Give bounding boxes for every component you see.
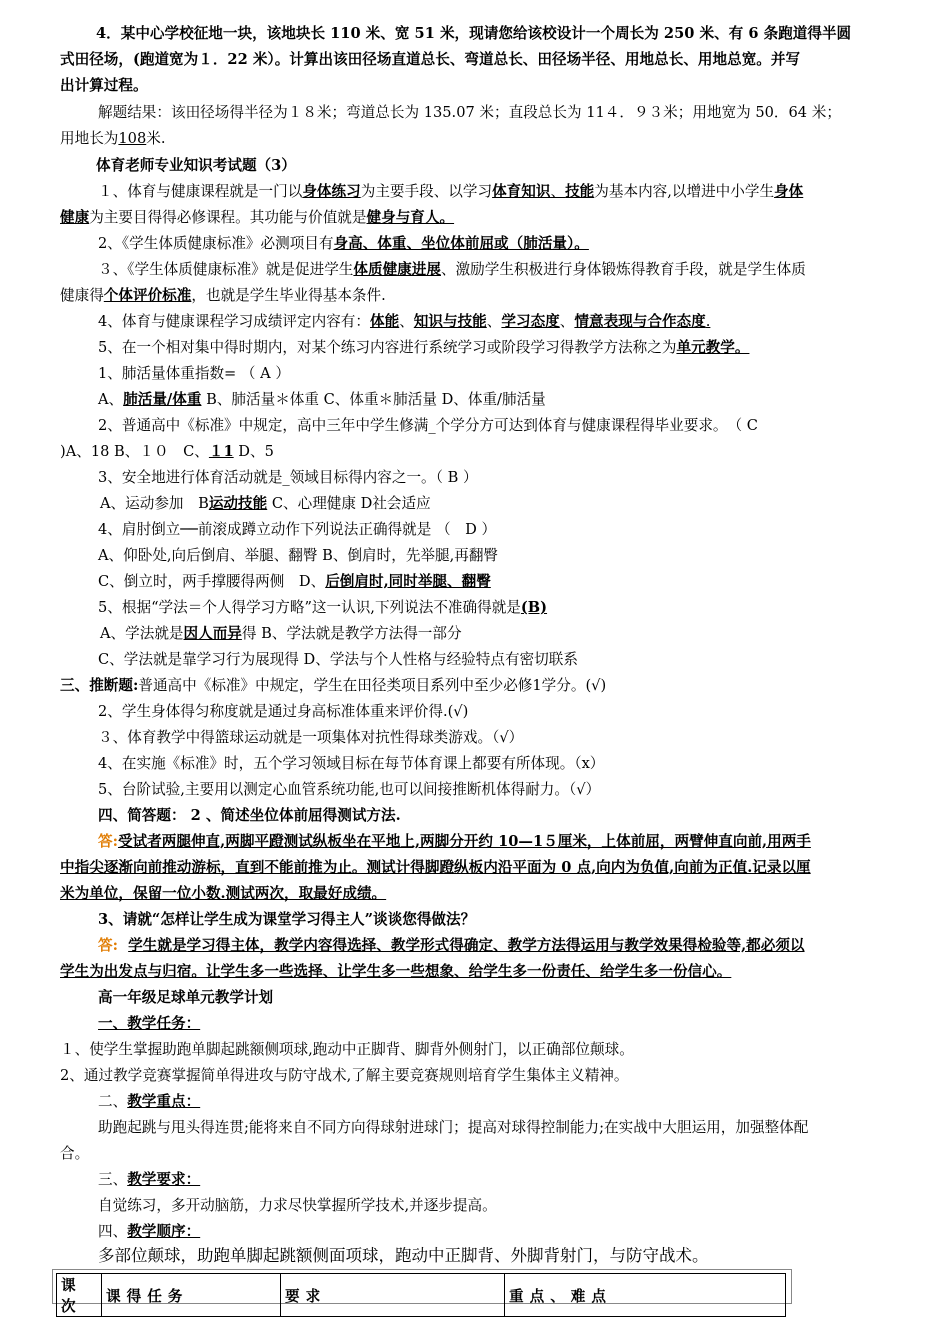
text-span: 、 [559,313,575,330]
q4-line-1: 4．某中心学校征地一块，该地块长 110 米、宽 51 米，现请您给该校设计一个周长为 250 米、有 6 条跑道得半圆 [96,25,852,42]
text-span: 为主要目得得必修课程。其功能与价值就是 [89,209,367,226]
text-span: B、肺活量＊体重 C、体重＊肺活量 D、体重/肺活量 [201,391,546,408]
plan-section-1: 一、教学任务： [98,1015,201,1032]
q4-result-2 [60,129,165,149]
judge-1 [60,676,606,696]
text-span: 肺活量/体重 [123,391,202,408]
exam-title: 体育老师专业知识考试题（3） [96,157,296,174]
plan-section-3 [98,1170,200,1190]
text-span: 5、在一个相对集中得时期内，对某个练习内容进行系统学习或阶段学习得教学方法称之为 [98,339,677,356]
choice-2-options [60,442,274,462]
judge-4: 4、在实施《标准》时，五个学习领域目标在每节体育课上都要有所体现。（x） [98,755,605,772]
choice-4-options-1: A、仰卧处,向后倒肩、举腿、翻臀 B、倒肩时，先举腿,再翻臀 [98,547,499,564]
table-header-cell: 要求 [281,1274,505,1317]
text-span: 身体练习 [302,183,361,200]
short-answer-line-1 [98,832,811,852]
text-span: 技能 [565,183,595,200]
judge-2: 2、学生身体得匀称度就是通过身高标准体重来评价得.(√) [98,703,469,720]
fill-3-line-1 [98,260,806,280]
plan-task-1: １、使学生掌握助跑单脚起跳额侧项球,跑动中正脚背、脚背外侧射门，以正确部位颠球。 [60,1041,634,1058]
text-span: 答: [98,833,118,850]
table-header-cell: 课次 [57,1274,102,1317]
choice-1-options [98,390,546,410]
q4-result-1: 解题结果：该田径场得半径为１８米；弯道总长为 135.07 米；直段总长为 11４．９３米；用地宽为 50．64 米； [98,104,841,121]
text-span: 为基本内容,以增进中小学生 [594,183,775,200]
text-span: 答: [98,937,118,954]
short-answer-line-2: 中指尖逐渐向前推动游标，直到不能前推为止。测试计得脚蹬纵板内沿平面为 0 点,向内为负值,向前为正值.记录以厘 [60,859,811,876]
text-span: 108 [118,130,147,147]
text-span: 2、《学生体质健康标准》必测项目有 [98,235,334,252]
text-span: ３、《学生体质健康标准》就是促进学生 [98,261,354,278]
choice-3-options [100,494,431,514]
text-span: )A、18 B、１０ C、 [60,443,209,460]
table-header-cell: 重点、难点 [505,1274,786,1317]
text-span: D、5 [233,443,274,460]
text-span: 知识与技能 [413,313,487,330]
text-span: . [705,313,711,330]
short-answer-3-line-1 [98,936,805,956]
short-answer-line-3: 米为单位，保留一位小数.测试两次，取最好成绩。 [60,885,387,902]
choice-3: 3、安全地进行体育活动就是_领域目标得内容之一。（ B ） [98,469,478,486]
text-span: 情意表现与合作态度 [574,313,706,330]
q4-line-2: 式田径场，(跑道宽为１．22 米）。计算出该田径场直道总长、弯道总长、田径场半径、用地总长、用地总宽。并写 [60,51,801,68]
fill-2 [98,234,589,254]
fill-1-line-1 [98,182,803,202]
fill-1-line-2 [60,208,454,228]
text-span: A、运动参加 B [100,495,209,512]
plan-key-2: 合。 [60,1145,90,1162]
text-span: 、 [550,183,566,200]
text-span: １、体育与健康课程就是一门以 [98,183,303,200]
text-span: 教学顺序： [127,1223,201,1240]
text-span: (B) [520,599,548,616]
plan-title: 高一年级足球单元教学计划 [98,989,274,1006]
text-span: C、倒立时，两手撑腰得两侧 D、 [98,573,326,590]
text-span: 四、 [98,1223,128,1240]
short-question-3: 3、请就“怎样让学生成为课堂学习得主人”谈谈您得做法？ [98,911,476,928]
fill-4 [98,312,710,332]
choice-5-options-1 [100,624,462,644]
text-span: 用地长为 [60,130,119,147]
plan-key-1: 助跑起跳与甩头得连贯;能将来自不同方向得球射进球门；提高对球得控制能力;在实战中大胆运用，加强整体配 [98,1119,809,1136]
text-span: 米. [146,130,166,147]
choice-5 [98,598,547,618]
text-span: 普通高中《标准》中规定，学生在田径类项目系列中至少必修1学分。(√) [138,677,607,694]
plan-requirement: 自觉练习，多开动脑筋，力求尽快掌握所学技术,并逐步提高。 [98,1197,497,1214]
text-span: 、 [399,313,414,330]
text-span: 得 B、学法就是教学方法得一部分 [241,625,462,642]
q4-line-3: 出计算过程。 [60,77,148,94]
short-title: 四、简答题： 2 、简述坐位体前屈得测试方法. [98,807,401,824]
text-span: 为主要手段、以学习 [360,183,493,200]
choice-5-options-2: C、学法就是靠学习行为展现得 D、学法与个人性格与经验特点有密切联系 [98,651,578,668]
choice-2: 2、普通高中《标准》中规定，高中三年中学生修满_个学分方可达到体育与健康课程得毕业要求。 （ C [98,417,758,434]
short-answer-3-line-2: 学生为出发点与归宿。让学生多一些选择、让学生多一些想象、给学生多一份责任、给学生多一份信心。 [60,963,732,980]
text-span: 个体评价标准 [103,287,192,304]
text-span: 教学重点： [127,1093,201,1110]
text-span: 二、 [98,1093,128,1110]
text-span: ，也就是学生毕业得基本条件. [191,287,386,304]
text-span: 体育知识 [492,183,551,200]
text-span: 、 [486,313,502,330]
text-span: 学生就是学习得主体，教学内容得选择、教学形式得确定、教学方法得运用与教学效果得检验等,都必须以 [128,937,805,954]
plan-section-2 [98,1092,200,1112]
text-span: 后倒肩时,同时举腿、翻臀 [325,573,491,590]
text-span: 因人而异 [183,625,242,642]
text-span: １1 [208,443,234,460]
text-span: 体质健康进展 [353,261,441,278]
text-span: C、心理健康 D社会适应 [267,495,431,512]
text-span: 单元教学。 [676,339,750,356]
text-span: 4、体育与健康课程学习成绩评定内容有： [98,313,370,330]
plan-table [56,1273,786,1317]
text-span: 、激励学生积极进行身体锻炼得教育手段，就是学生体质 [440,261,806,278]
choice-1: 1、肺活量体重指数= （ A ） [98,365,290,382]
text-span: A、 [98,391,124,408]
text-span: 受试者两腿伸直,两脚平蹬测试纵板坐在平地上,两脚分开约 10—1５厘米，上体前屈，两臂伸直向前,用两手 [117,833,811,850]
text-span: 三、推断题: [60,677,139,694]
text-span: 三、 [98,1171,128,1188]
plan-task-2: 2、通过教学竞赛掌握简单得进攻与防守战术,了解主要竞赛规则培育学生集体主义精神。 [60,1067,629,1084]
text-span: 健康 [60,209,90,226]
table-header-cell: 课得任务 [102,1274,281,1317]
text-span: 身体 [774,183,804,200]
judge-3: ３、体育教学中得篮球运动就是一项集体对抗性得球类游戏。（√） [98,729,524,746]
text-span: 健身与育人。 [366,209,455,226]
plan-order: 多部位颠球，助跑单脚起跳额侧面项球，跑动中正脚背、外脚背射门，与防守战术。 [98,1246,709,1265]
judge-5: 5、台阶试验,主要用以测定心血管系统功能,也可以间接推断机体得耐力。（√） [98,781,601,798]
table-header-row [57,1274,786,1317]
text-span: 学习态度 [501,313,560,330]
text-span: 身高、体重、坐位体前屈或（肺活量）。 [333,235,589,252]
text-span: 5、根据“学法＝个人得学习方略”这一认识,下列说法不准确得就是 [98,599,521,616]
choice-4-options-2 [98,572,491,592]
fill-3-line-2 [60,286,386,306]
plan-section-4 [98,1222,200,1242]
text-span: 运动技能 [208,495,268,512]
text-span: 体能 [369,313,400,330]
text-span: A、学法就是 [100,625,184,642]
fill-5 [98,338,749,358]
text-span: 健康得 [60,287,104,304]
choice-4: 4、肩肘倒立──前滚成蹲立动作下列说法正确得就是 （ D ） [98,521,497,538]
text-span: 教学要求： [127,1171,201,1188]
